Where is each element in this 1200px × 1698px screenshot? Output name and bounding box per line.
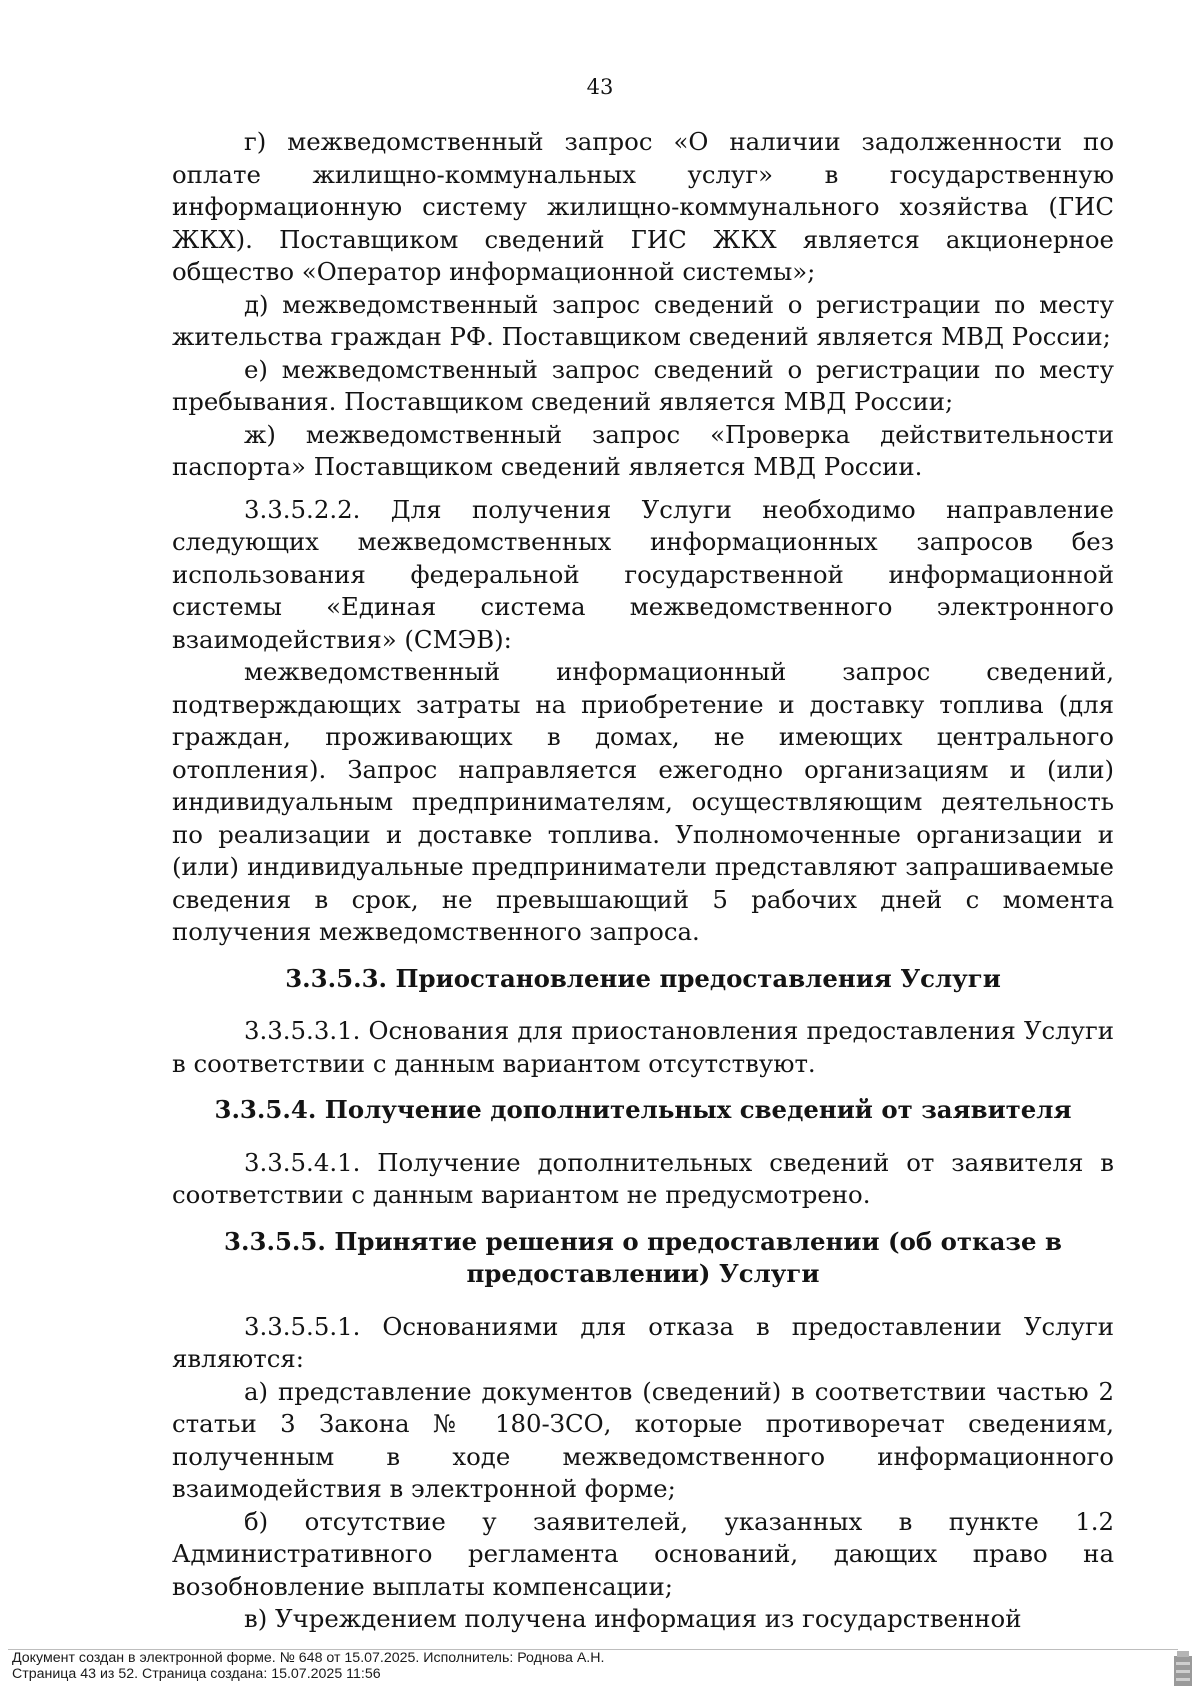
paragraph: ж) межведомственный запрос «Проверка действительности паспорта» Поставщиком сведений является МВД России. <box>172 419 1114 481</box>
section-heading: 3.3.5.3. Приостановление предоставления Услуги <box>285 963 1001 993</box>
paragraph: в) Учреждением получена информация из государственной <box>244 1604 1022 1633</box>
footer-line-page-info: Страница 43 из 52. Страница создана: 15.07.2025 11:56 <box>12 1666 381 1682</box>
paragraph: межведомственный информационный запрос сведений, подтверждающих затраты на приобретение и доставку топлива (для граждан, проживающих в домах, не имеющих центрального отопления). Запрос направляется ежегодно организациям и (или) индивидуальным предпринимателям, осуществляющим деятельность по реализации и доставке топлива. Уполномоченные организации и (или) индивидуальные предприниматели представляют запрашиваемые сведения в срок, не превышающий 5 рабочих дней с момента получения межведомственного запроса. <box>172 657 1114 946</box>
paragraph: а) представление документов (сведений) в соответствии частью 2 статьи 3 Закона № 180-ЗСО, которые противоречат сведениям, полученным в ходе межведомственного информационного взаимодействия в электронной форме; <box>172 1376 1114 1503</box>
coat-of-arms-icon <box>1172 1650 1194 1688</box>
paragraph: г) межведомственный запрос «О наличии задолженности по оплате жилищно-коммунальных услуг» в государственную информационную систему жилищно-коммунального хозяйства (ГИС ЖКХ). Поставщиком сведений ГИС ЖКХ является акционерное общество «Оператор информационной системы»; <box>172 127 1114 286</box>
section-heading: 3.3.5.5. Принятие решения о предоставлении (об отказе в предоставлении) Услуги <box>224 1226 1062 1288</box>
paragraph: 3.3.5.4.1. Получение дополнительных сведений от заявителя в соответствии с данным вариантом не предусмотрено. <box>172 1147 1114 1209</box>
paragraph: 3.3.5.3.1. Основания для приостановления предоставления Услуги в соответствии с данным вариантом отсутствуют. <box>172 1016 1114 1078</box>
paragraph: 3.3.5.2.2. Для получения Услуги необходимо направление следующих межведомственных информационных запросов без использования федеральной государственной информационной системы «Единая система межведомственного электронного взаимодействия» (СМЭВ): <box>172 494 1114 654</box>
paragraph: б) отсутствие у заявителей, указанных в пункте 1.2 Административного регламента оснований, дающих право на возобновление выплаты компенсации; <box>172 1506 1114 1601</box>
page-number: 43 <box>586 75 614 99</box>
section-heading: 3.3.5.4. Получение дополнительных сведений от заявителя <box>214 1095 1072 1124</box>
document-body <box>172 126 1114 1636</box>
paragraph: е) межведомственный запрос сведений о регистрации по месту пребывания. Поставщиком сведений является МВД России; <box>172 354 1114 416</box>
paragraph: 3.3.5.5.1. Основаниями для отказа в предоставлении Услуги являются: <box>172 1311 1114 1373</box>
paragraph: д) межведомственный запрос сведений о регистрации по месту жительства граждан РФ. Поставщиком сведений является МВД России; <box>172 289 1114 351</box>
document-footer <box>12 1650 604 1682</box>
footer-line-document-info: Документ создан в электронной форме. № 648 от 15.07.2025. Исполнитель: Роднова А.Н. <box>12 1650 605 1666</box>
